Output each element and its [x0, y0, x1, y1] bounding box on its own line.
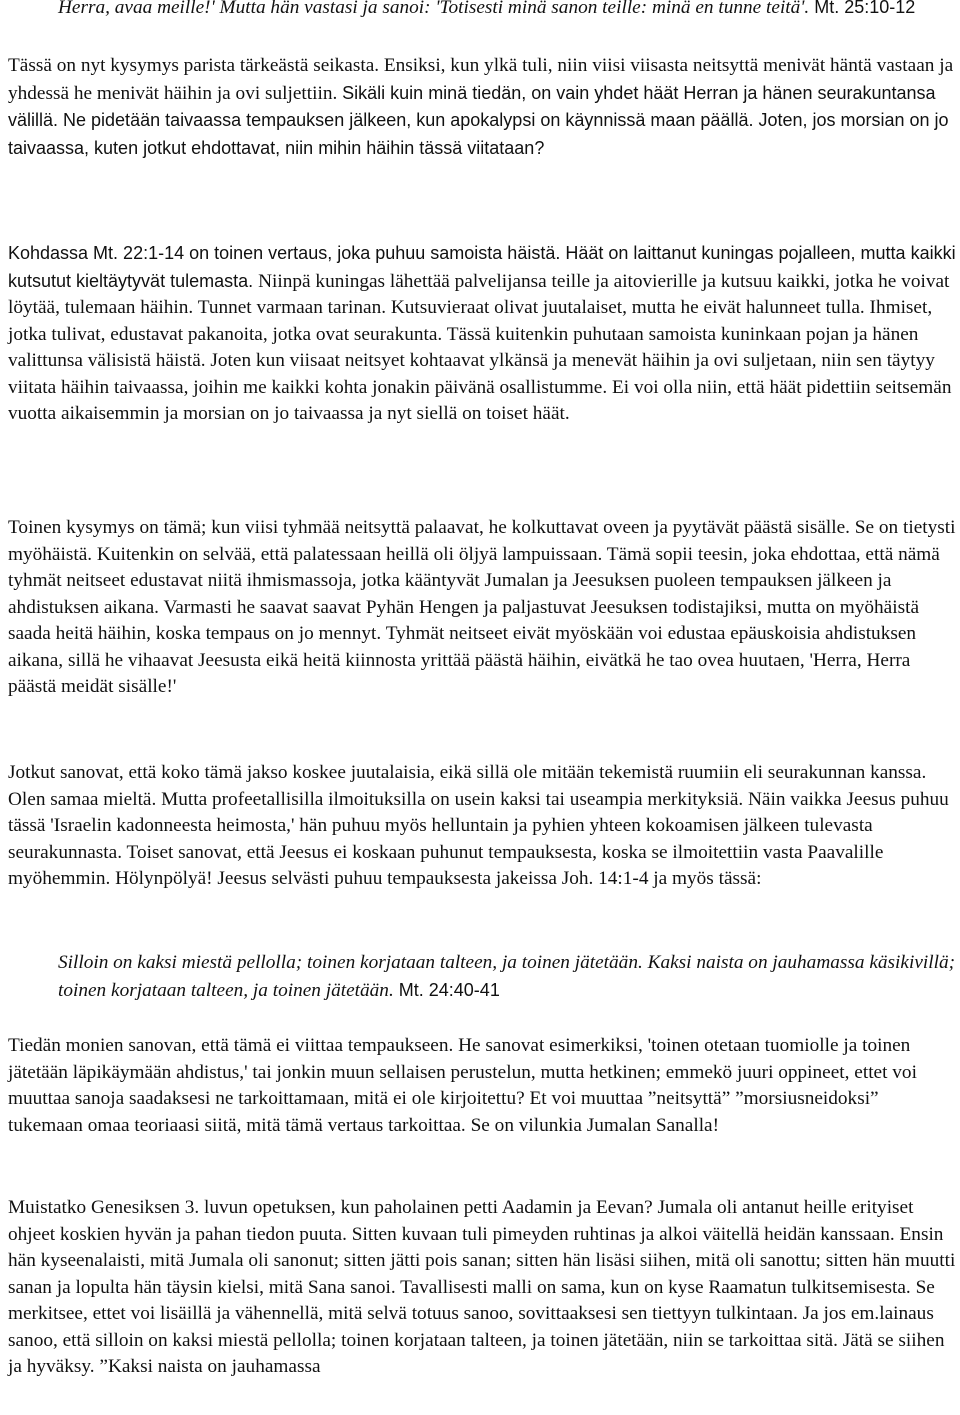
paragraph-1 — [0, 53, 958, 162]
paragraph-1-part-1: Tässä on nyt kysymys parista tärkeästä seikasta. Ensiksi, kun ylkä tuli, niin viisi viisasta neitsyttä menivät häntä vastaan ja yhdessä he menivät häihin ja ovi suljettiin. — [8, 55, 954, 104]
paragraph-2 — [0, 240, 958, 428]
intro-quote-text: Herra, avaa meille!' Mutta hän vastasi ja sanoi: 'Totisesti minä sanon teille: minä en tunne teitä'. — [58, 0, 810, 18]
paragraph-2-part-1: Kohdassa Mt. 22:1-14 on toinen vertaus, joka puhuu samoista häistä. Häät on laittanut kuningas pojalleen, mutta kaikki kutsutut kieltäytyvät tulemasta. — [8, 243, 956, 291]
paragraph-2-part-2: Niinpä kuningas lähettää palvelijansa teille ja aitovierille ja kutsuu kaikki, jotka he voivat löytää, tulemaan häihin. Tunnet varmaan tarinan. Kutsuvieraat olivat juutalaiset, mutta he eivät halunneet tulla. Ihmiset, jotka tulivat, edustavat pakanoita, jotka ovat seurakunta. Tässä kuitenkin puhutaan samoista kuninkaan pojan ja hänen valittunsa välisistä häistä. Joten kun viisaat neitsyet kohtaavat ylkänsä ja menevät häihin ja ovi suljetaan, niin sen täytyy viitata häihin taivaassa, joihin me kaikki kohta jonakin päivänä osallistumme. Ei voi olla niin, että häät pidettiin seitsemän vuotta aikaisemmin ja morsian on jo taivaassa ja nyt siellä on toiset häät. — [8, 270, 952, 424]
paragraph-3: Toinen kysymys on tämä; kun viisi tyhmää neitsyttä palaavat, he kolkuttavat oveen ja pyytävät päästä sisälle. Se on tietysti myöhäistä. Kuitenkin on selvää, että palatessaan heillä oli öljyä lampuissaan. Tämä sopii teesin, joka ehdottaa, että nämä tyhmät neitseet edustavat niitä ihmismassoja, jotka kääntyvät Jumalan ja Jeesuksen puoleen tempauksen jälkeen ja ahdistuksen aikana. Varmasti he saavat saavat Pyhän Hengen ja paljastuvat Jeesuksen todistajiksi, mutta on myöhäistä saada heitä häihin, koska tempaus on jo mennyt. Tyhmät neitseet eivät myöskään voi edustaa epäuskoisia ahdistuksen aikana, sillä he vihaavat Jeesusta eikä heitä kiinnosta yrittää päästä häihin, eivätkä he tao ovea huutaen, 'Herra, Herra päästä meidät sisälle!' — [8, 517, 956, 697]
block-quote — [0, 950, 958, 1004]
intro-quote-reference: Mt. 25:10-12 — [809, 0, 916, 17]
paragraph-5: Tiedän monien sanovan, että tämä ei viittaa tempaukseen. He sanovat esimerkiksi, 'toinen otetaan tuomiolle ja toinen jätetään läpikäymään ahdistus,' tai jonkin muun sellaisen perustelun, mutta hetkinen; emmekö juuri oppineet, ettet voi muuttaa sanoja saadaksesi ne tarkoittamaan, mitä ei ole kirjoitettu? Et voi muuttaa ”neitsyttä” ”morsiusneidoksi” tukemaan omaa teoriaasi siitä, mitä tämä vertaus tarkoittaa. Se on vilunkia Jumalan Sanalla! — [8, 1035, 917, 1136]
intro-quote — [0, 0, 960, 22]
paragraph-1-part-2: Sikäli kuin minä tiedän, on vain yhdet häät Herran ja hänen seurakuntansa välillä. Ne pidetään taivaassa tempauksen jälkeen, kun apokalypsi on käynnissä maan päällä. Joten, jos morsian on jo taivaassa, kuten jotkut ehdottavat, niin mihin häihin tässä viitataan? — [8, 82, 949, 158]
block-quote-reference: Mt. 24:40-41 — [393, 979, 500, 1000]
paragraph-4: Jotkut sanovat, että koko tämä jakso koskee juutalaisia, eikä sillä ole mitään tekemistä ruumiin eli seurakunnan kanssa. Olen samaa mieltä. Mutta profeetallisilla ilmoituksilla on usein kaksi tai useampia merkityksiä. Näin vaikka Jeesus puhuu tässä 'Israelin kadonneesta heimosta,' hän puhuu myös helluntain ja pyhien yhteen kokoamisen jälkeen tulevasta seurakunnasta. Toiset sanovat, että Jeesus ei koskaan puhunut tempauksesta, koska se ilmoitettiin vasta Paavalille myöhemmin. Hölynpölyä! Jeesus selvästi puhuu tempauksesta jakeissa Joh. 14:1-4 ja myös tässä: — [8, 762, 949, 889]
paragraph-6: Muistatko Genesiksen 3. luvun opetuksen, kun paholainen petti Aadamin ja Eevan? Jumala oli antanut heille erityiset ohjeet koskien hyvän ja pahan tiedon puuta. Sitten kuvaan tuli pimeyden ruhtinas ja alkoi väitellä heidän kanssaan. Ensin hän kyseenalaisti, mitä Jumala oli sanonut; sitten jätti pois sanan; sitten hän lisäsi siihen, mitä oli sanottu; sitten hän muutti sanan ja lopulta hän täysin kielsi, mitä Sana sanoi. Tavallisesti malli on sama, kun on kyse Raamatun tulkitsemisesta. Se merkitsee, ettet voi lisäillä ja vähennellä, mitä selvä totuus sanoo, sovittaaksesi sen tiettyyn tulkintaan. Ja jos em.lainaus sanoo, että silloin on kaksi miestä pellolla; toinen korjataan talteen, ja toinen jätetään, niin se tarkoittaa sitä. Jätä se siihen ja hyväksy. ”Kaksi naista on jauhamassa — [8, 1197, 956, 1377]
block-quote-text: Silloin on kaksi miestä pellolla; toinen korjataan talteen, ja toinen jätetään. Kaksi naista on jauhamassa käsikivillä; toinen korjataan talteen, ja toinen jätetään. — [58, 952, 956, 1001]
